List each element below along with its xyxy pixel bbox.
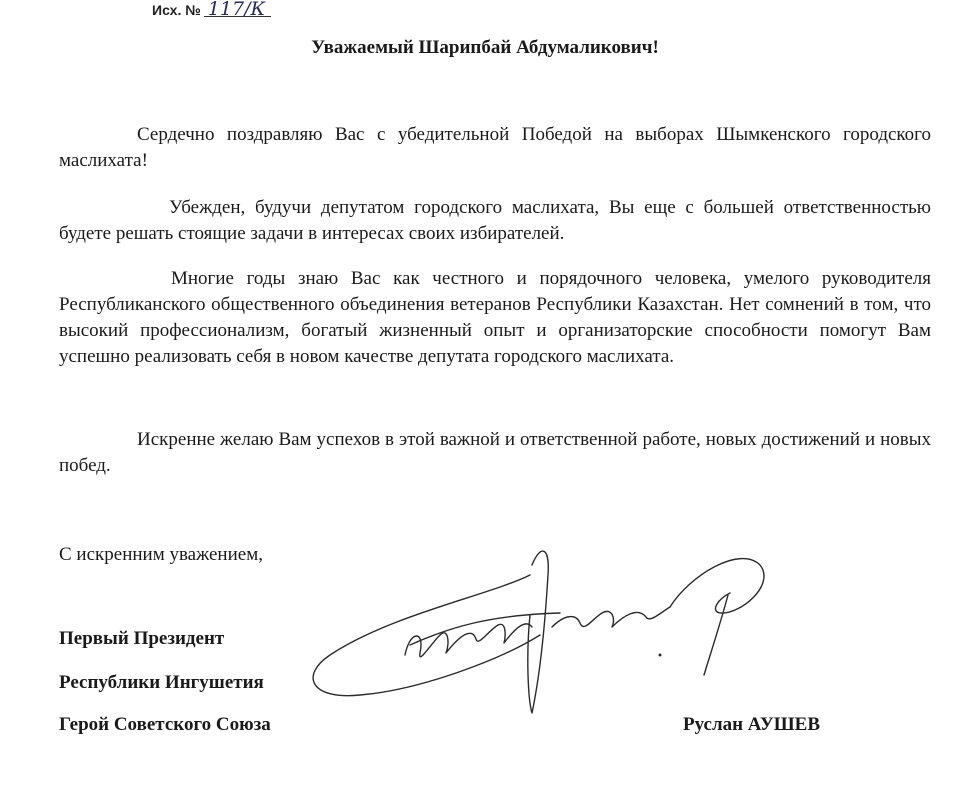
reference-number: 117/К [204, 2, 271, 17]
closing-phrase: С искренним уважением, [59, 544, 263, 565]
outgoing-reference [152, 2, 271, 18]
paragraph-wishes: Искренне желаю Вам успехов в этой важной и ответственной работе, новых достижений и новых побед. [59, 429, 931, 476]
signer-title-line: Первый Президент [59, 628, 225, 649]
signer-title-line: Республики Ингушетия [59, 672, 264, 693]
signer-name: Руслан АУШЕВ [683, 714, 821, 735]
signer-title-line: Герой Советского Союза [59, 714, 271, 735]
paragraph-character: Многие годы знаю Вас как честного и порядочного человека, умелого руководителя Республиканского общественного объединения ветеранов Республики Казахстан. Нет сомнений в том, что высокий профессионализм, богатый жизненный опыт и организаторские способности помогут Вам успешно реализовать себя в новом качестве депутата городского маслихата. [59, 268, 931, 367]
paragraph-congratulations: Сердечно поздравляю Вас с убедительной Победой на выборах Шымкенского городского маслихата! [59, 124, 931, 171]
handwritten-signature [300, 535, 800, 725]
paragraph-confidence: Убежден, будучи депутатом городского маслихата, Вы еще с большей ответственностью будете решать стоящие задачи в интересах своих избирателей. [59, 197, 931, 244]
letter-greeting: Уважаемый Шарипбай Абдумаликович! [311, 37, 659, 58]
reference-label: Исх. № [152, 2, 201, 18]
